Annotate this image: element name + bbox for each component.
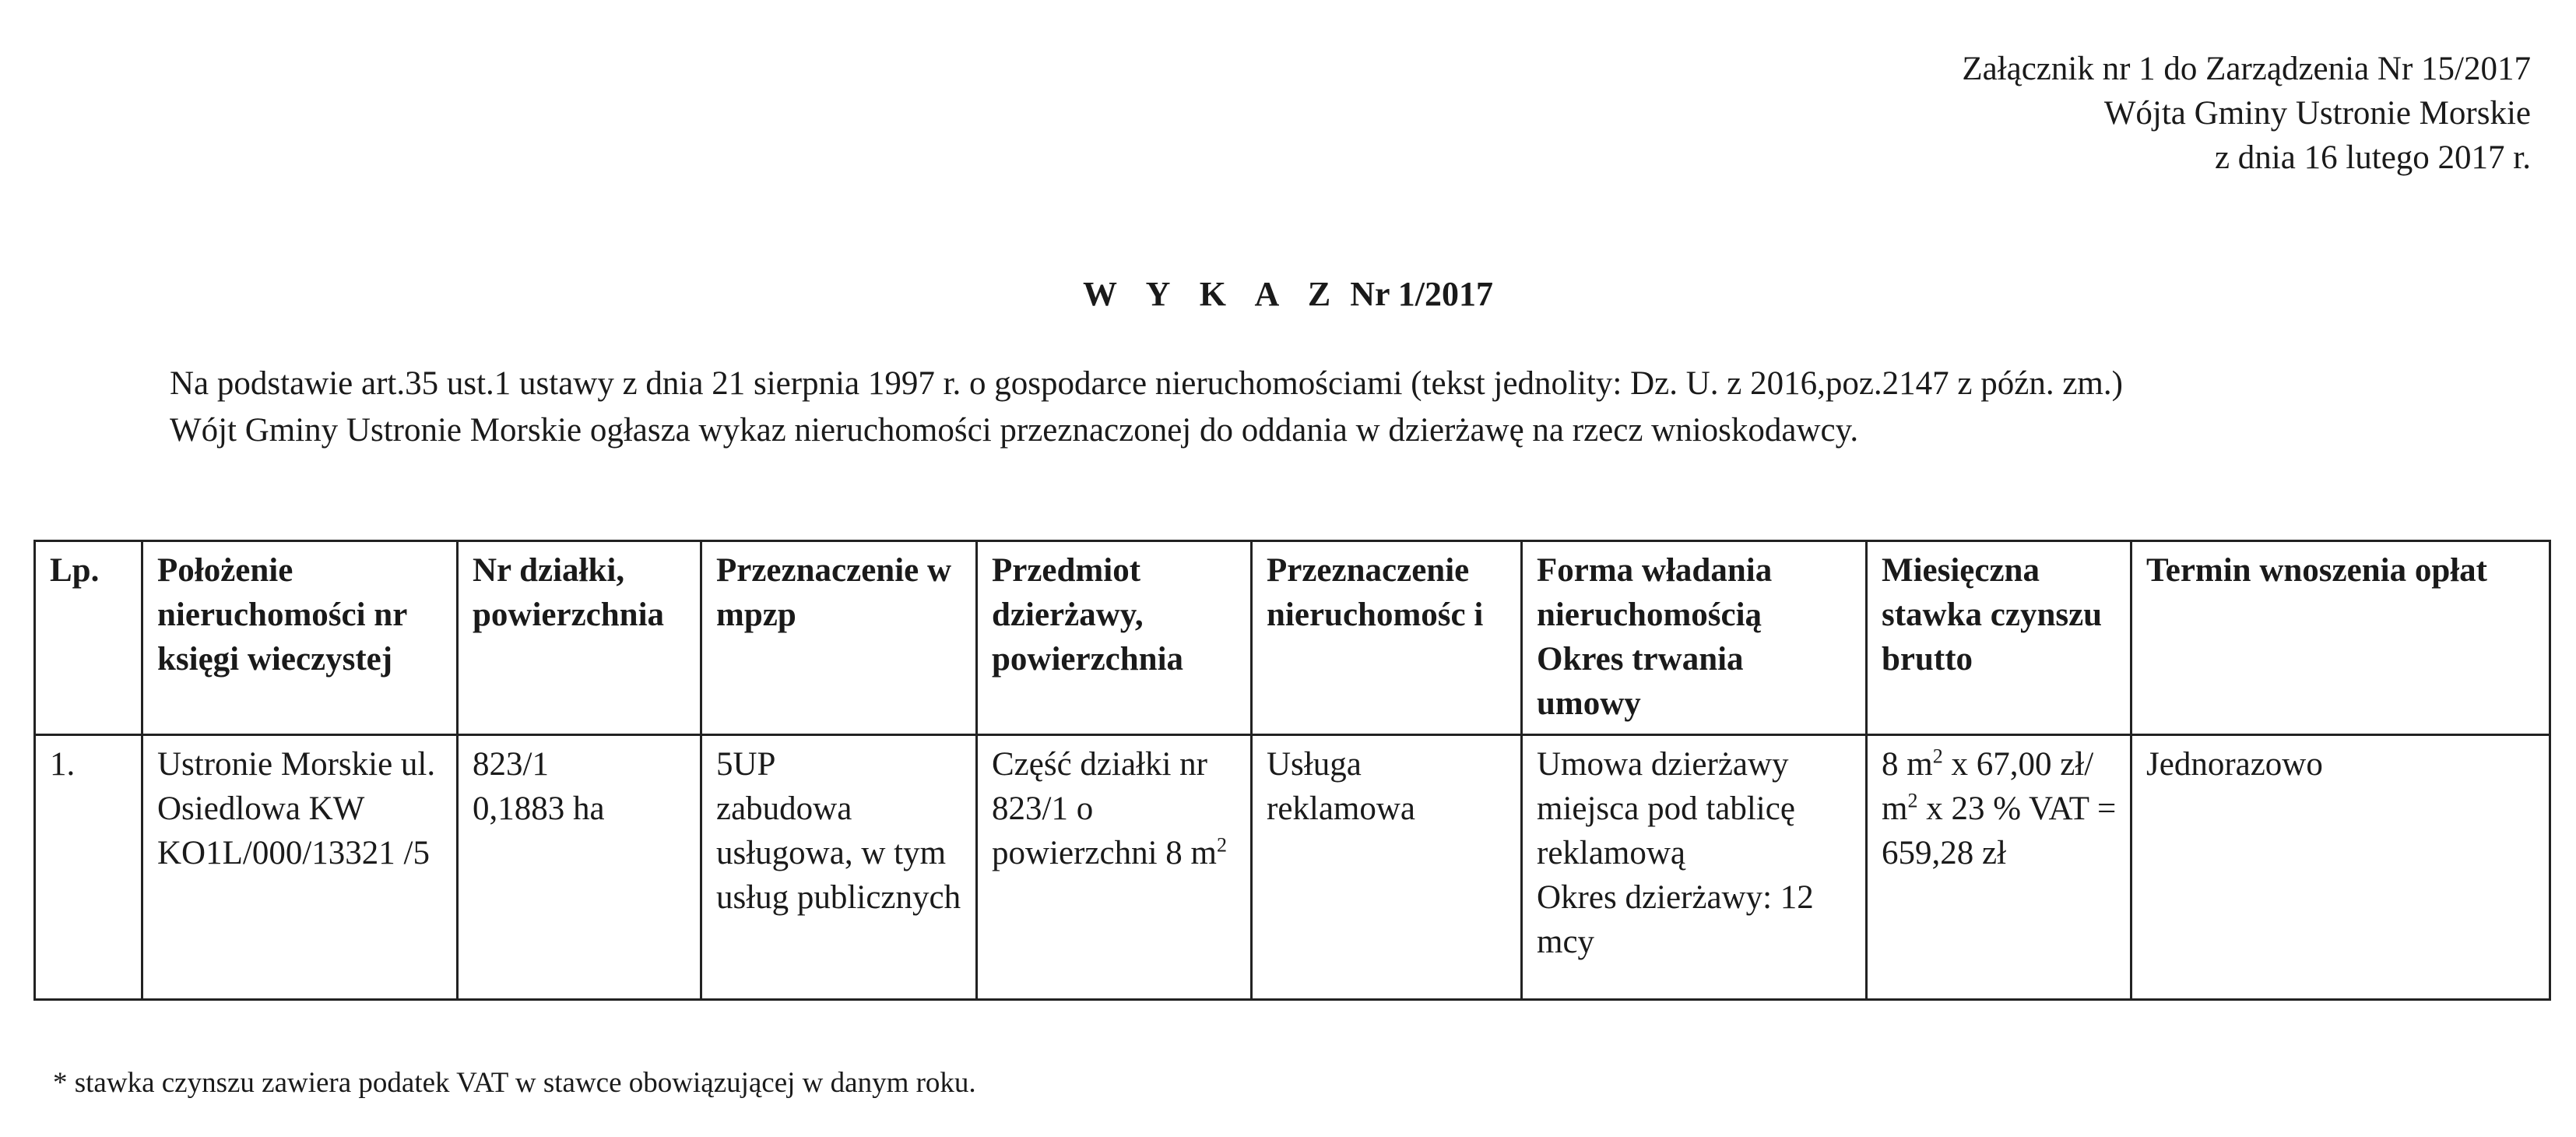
- plot-area: 0,1883 ha: [473, 790, 605, 827]
- plot-number: 823/1: [473, 746, 549, 783]
- ownership-period: Okres dzierżawy: 12 mcy: [1537, 879, 1814, 960]
- intro-paragraph: [170, 361, 2123, 454]
- table-row: [35, 735, 2550, 1000]
- cell-subject: [977, 735, 1252, 1000]
- intro-line-1: Na podstawie art.35 ust.1 ustawy z dnia 21 sierpnia 1997 r. o gospodarce nieruchomościami (tekst jednolity: Dz. U. z 2016,poz.2147 z późn. zm.): [170, 365, 2123, 402]
- header-mpzp: Przeznaczenie w mpzp: [701, 541, 977, 735]
- attachment-line-3: z dnia 16 lutego 2017 r.: [2214, 139, 2531, 176]
- cell-payment: Jednorazowo: [2131, 735, 2550, 1000]
- attachment-line-2: Wójta Gminy Ustronie Morskie: [2103, 95, 2531, 132]
- cell-rent: [1867, 735, 2131, 1000]
- subject-unit-superscript: 2: [1216, 833, 1227, 857]
- document-title: [0, 274, 2576, 314]
- document-title-word: W Y K A Z: [1083, 275, 1342, 313]
- header-lp: Lp.: [35, 541, 142, 735]
- rent-superscript-2: 2: [1907, 789, 1918, 812]
- rent-total: x 23 % VAT = 659,28 zł: [1882, 790, 2117, 871]
- table-header-row: [35, 541, 2550, 735]
- footnote: * stawka czynszu zawiera podatek VAT w stawce obowiązującej w danym roku.: [53, 1067, 976, 1099]
- header-payment: Termin wnoszenia opłat: [2131, 541, 2550, 735]
- rent-area: 8 m: [1882, 746, 1933, 783]
- cell-lp: 1.: [35, 735, 142, 1000]
- attachment-line-1: Załącznik nr 1 do Zarządzenia Nr 15/2017: [1962, 51, 2531, 87]
- cell-location: Ustronie Morskie ul. Osiedlowa KW KO1L/000/13321 /5: [142, 735, 458, 1000]
- mpzp-code: 5UP: [716, 746, 776, 783]
- property-table: [33, 540, 2551, 1001]
- attachment-header: [1962, 47, 2531, 180]
- header-rent: Miesięczna stawka czynszu brutto: [1867, 541, 2131, 735]
- cell-ownership: [1522, 735, 1867, 1000]
- mpzp-description: zabudowa usługowa, w tym usług publicznych: [716, 790, 961, 916]
- header-plot: Nr działki, powierzchnia: [458, 541, 701, 735]
- header-ownership: Forma władania nieruchomością Okres trwania umowy: [1522, 541, 1867, 735]
- rent-rate: x 67,00 zł/ m: [1882, 746, 2094, 827]
- cell-mpzp: [701, 735, 977, 1000]
- subject-unit: m: [1190, 835, 1217, 871]
- header-location: Położenie nieruchomości nr księgi wieczystej: [142, 541, 458, 735]
- ownership-form: Umowa dzierżawy miejsca pod tablicę reklamową: [1537, 746, 1795, 871]
- cell-purpose: Usługa reklamowa: [1252, 735, 1522, 1000]
- intro-line-2: Wójt Gminy Ustronie Morskie ogłasza wykaz nieruchomości przeznaczonej do oddania w dzierżawę na rzecz wnioskodawcy.: [170, 412, 1859, 449]
- rent-superscript-1: 2: [1932, 745, 1943, 768]
- header-subject: Przedmiot dzierżawy, powierzchnia: [977, 541, 1252, 735]
- subject-text: Część działki nr 823/1 o powierzchni 8: [992, 746, 1208, 871]
- header-purpose: Przeznaczenie nieruchomośc i: [1252, 541, 1522, 735]
- document-title-number: Nr 1/2017: [1350, 275, 1493, 313]
- cell-plot: [458, 735, 701, 1000]
